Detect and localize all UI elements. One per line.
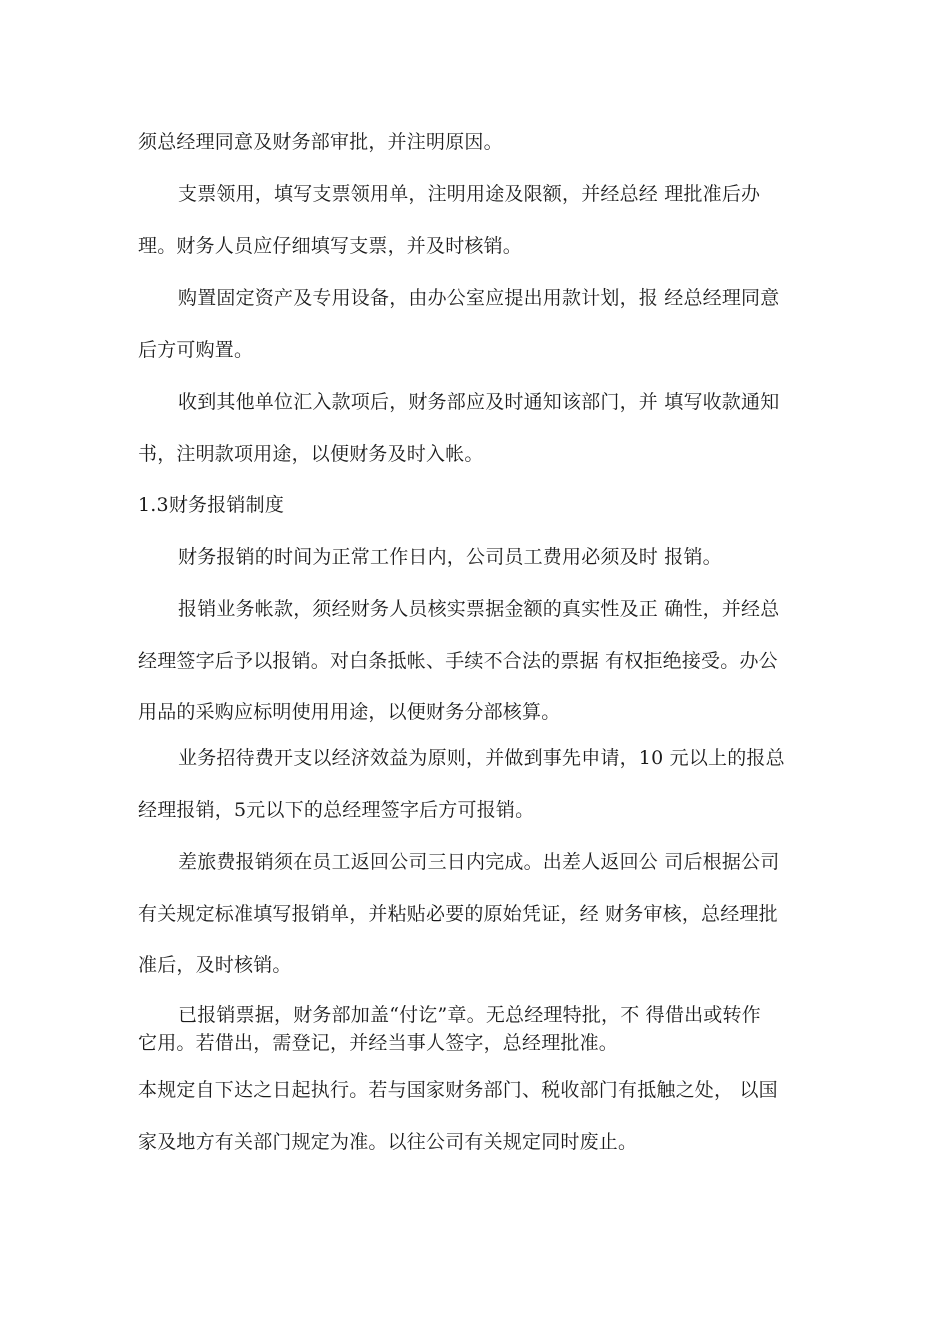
paragraph-line: 用品的采购应标明使用用途，以便财务分部核算。 [138, 701, 561, 723]
paragraph-line: 经理报销，5元以下的总经理签字后方可报销。 [138, 799, 535, 821]
paragraph-line: 须总经理同意及财务部审批，并注明原因。 [138, 131, 503, 153]
paragraph-line: 后方可购置。 [138, 339, 254, 361]
paragraph-line: 书，注明款项用途，以便财务及时入帐。 [138, 443, 484, 465]
paragraph-line: 业务招待费开支以经济效益为原则，并做到事先申请，10 元以上的报总 [178, 747, 785, 769]
section-heading: 1.3财务报销制度 [138, 494, 285, 516]
paragraph-line: 理。财务人员应仔细填写支票，并及时核销。 [138, 235, 523, 257]
paragraph-line: 有关规定标准填写报销单，并粘贴必要的原始凭证，经 财务审核，总经理批 [138, 903, 778, 925]
paragraph-line: 财务报销的时间为正常工作日内，公司员工费用必须及时 报销。 [178, 546, 722, 568]
paragraph-line: 报销业务帐款，须经财务人员核实票据金额的真实性及正 确性，并经总 [178, 598, 780, 620]
paragraph-line: 家及地方有关部门规定为准。以往公司有关规定同时废止。 [138, 1131, 638, 1153]
paragraph-line: 已报销票据，财务部加盖“付讫”章。无总经理特批，不 得借出或转作 [178, 1004, 761, 1026]
paragraph-line: 差旅费报销须在员工返回公司三日内完成。出差人返回公 司后根据公司 [178, 851, 780, 873]
paragraph-line: 收到其他单位汇入款项后，财务部应及时通知该部门，并 填写收款通知 [178, 391, 780, 413]
paragraph-line: 它用。若借出，需登记，并经当事人签字，总经理批准。 [138, 1032, 619, 1054]
paragraph-line: 本规定自下达之日起执行。若与国家财务部门、税收部门有抵触之处， 以国 [138, 1079, 778, 1101]
paragraph-line: 购置固定资产及专用设备，由办公室应提出用款计划，报 经总经理同意 [178, 287, 780, 309]
paragraph-line: 准后，及时核销。 [138, 954, 292, 976]
paragraph-line: 支票领用，填写支票领用单，注明用途及限额，并经总经 理批准后办 [178, 183, 761, 205]
paragraph-line: 经理签字后予以报销。对白条抵帐、手续不合法的票据 有权拒绝接受。办公 [138, 650, 778, 672]
